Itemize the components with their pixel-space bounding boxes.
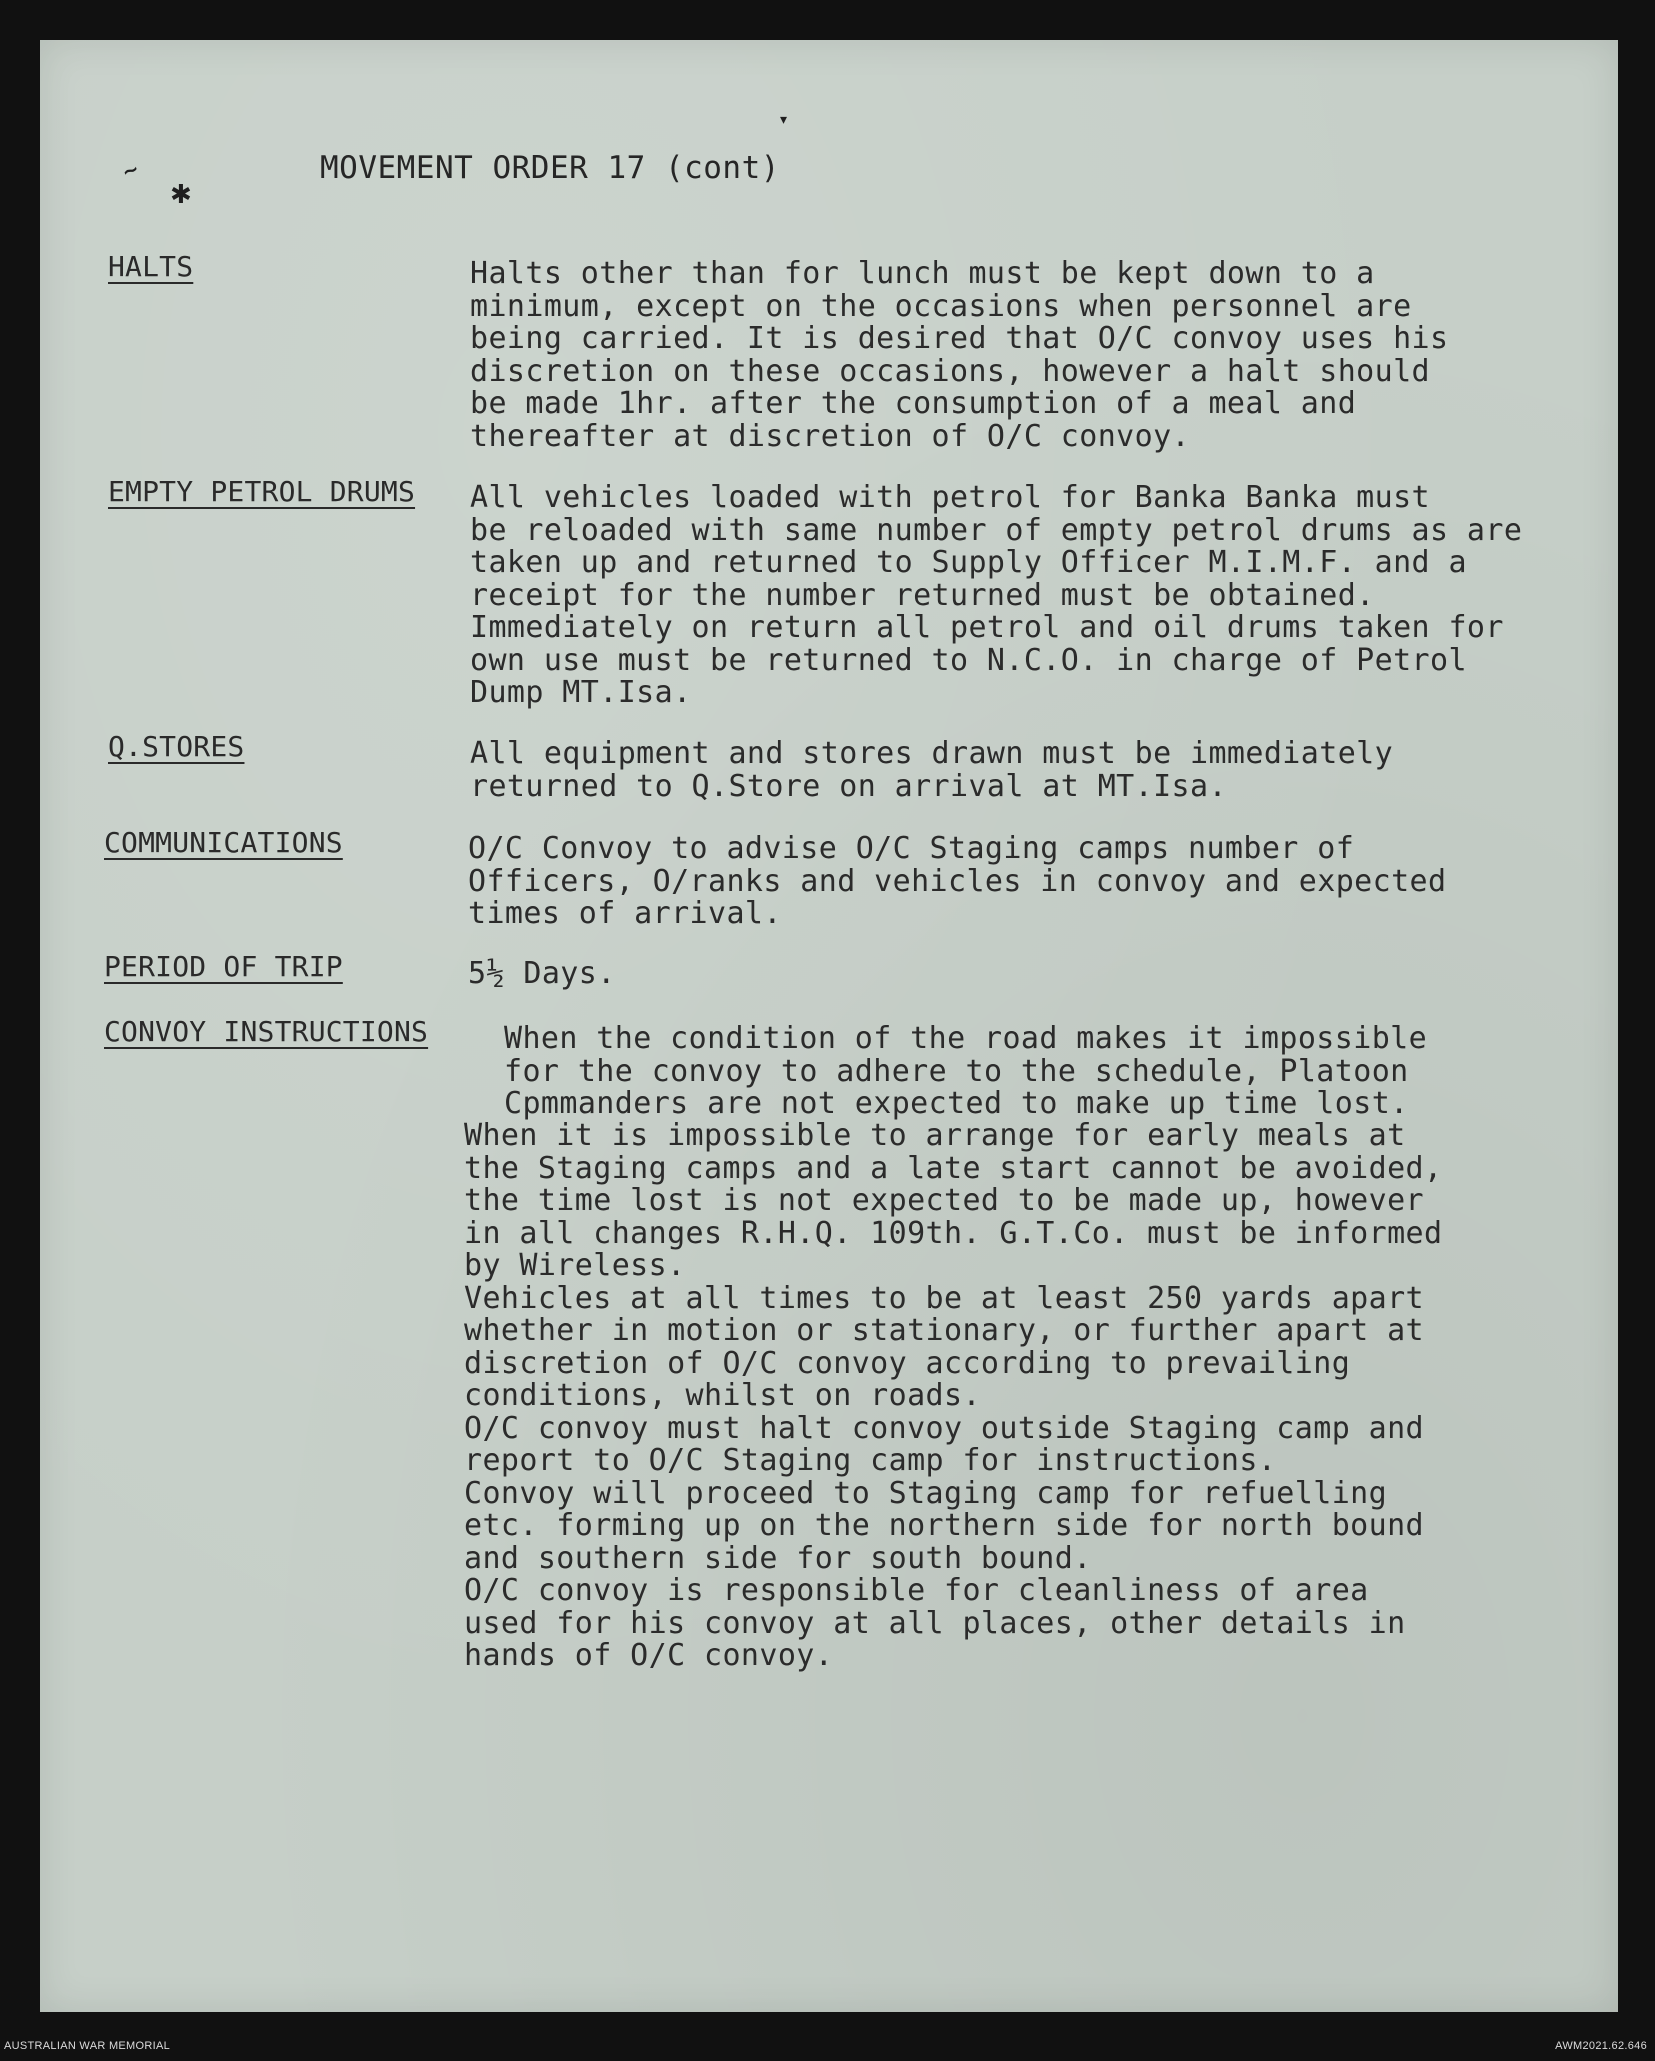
section-label-communications: COMMUNICATIONS	[104, 826, 343, 859]
footer-institution: AUSTRALIAN WAR MEMORIAL	[4, 2040, 171, 2052]
ink-speck-icon: ▾	[780, 112, 788, 128]
section-text-halts: Halts other than for lunch must be kept down to a minimum, except on the occasions when personnel are being carried. It is desired that O/C convoy uses his discretion on these occasions, however a halt should be made 1hr. after the consumption of a meal and thereafter at discretion of O/C convoy.	[470, 256, 1449, 454]
section-text-empty-petrol-drums: All vehicles loaded with petrol for Banka Banka must be reloaded with same number of empty petrol drums as are taken up and returned to Supply Officer M.I.M.F. and a receipt for the number returned must be obtained. Immediately on return all petrol and oil drums taken for own use must be returned to N.C.O. in charge of Petrol Dump MT.Isa.	[470, 480, 1523, 710]
section-label-empty-petrol-drums: EMPTY PETROL DRUMS	[108, 475, 416, 508]
section-text-communications: O/C Convoy to advise O/C Staging camps number of Officers, O/ranks and vehicles in convoy and expected times of arrival.	[468, 831, 1447, 931]
ink-mark-icon: ~	[118, 155, 143, 185]
section-text-convoy-instructions-intro: When the condition of the road makes it impossible for the convoy to adhere to the schedule, Platoon Cpmmanders are not expected to make up time lost.	[504, 1021, 1428, 1121]
section-label-convoy-instructions: CONVOY INSTRUCTIONS	[104, 1015, 429, 1048]
section-text-q-stores: All equipment and stores drawn must be immediately returned to Q.Store on arrival at MT.Isa.	[470, 736, 1394, 804]
ink-blot-icon: ✱	[170, 180, 192, 210]
section-text-period-of-trip: 5½ Days.	[468, 956, 616, 991]
section-label-halts: HALTS	[108, 250, 194, 283]
footer-accession-number: AWM2021.62.646	[1555, 2040, 1647, 2052]
page-title: MOVEMENT ORDER 17 (cont)	[320, 150, 780, 186]
section-text-convoy-instructions-details: When it is impossible to arrange for early meals at the Staging camps and a late start cannot be avoided, the time lost is not expected to be made up, however in all changes R.H.Q. 109th. G.T.Co. must be informed by Wireless. Vehicles at all times to be at least 250 yards apart whether in motion or stationary, or further apart at discretion of O/C convoy according to prevailing conditions, whilst on roads. O/C convoy must halt convoy outside Staging camp and report to O/C Staging camp for instructions. Convoy will proceed to Staging camp for refuelling etc. forming up on the northern side for north bound and southern side for south bound. O/C convoy is responsible for cleanliness of area used for his convoy at all places, other details in hands of O/C convoy.	[464, 1118, 1443, 1673]
section-label-period-of-trip: PERIOD OF TRIP	[104, 950, 343, 983]
section-label-q-stores: Q.STORES	[108, 730, 245, 763]
